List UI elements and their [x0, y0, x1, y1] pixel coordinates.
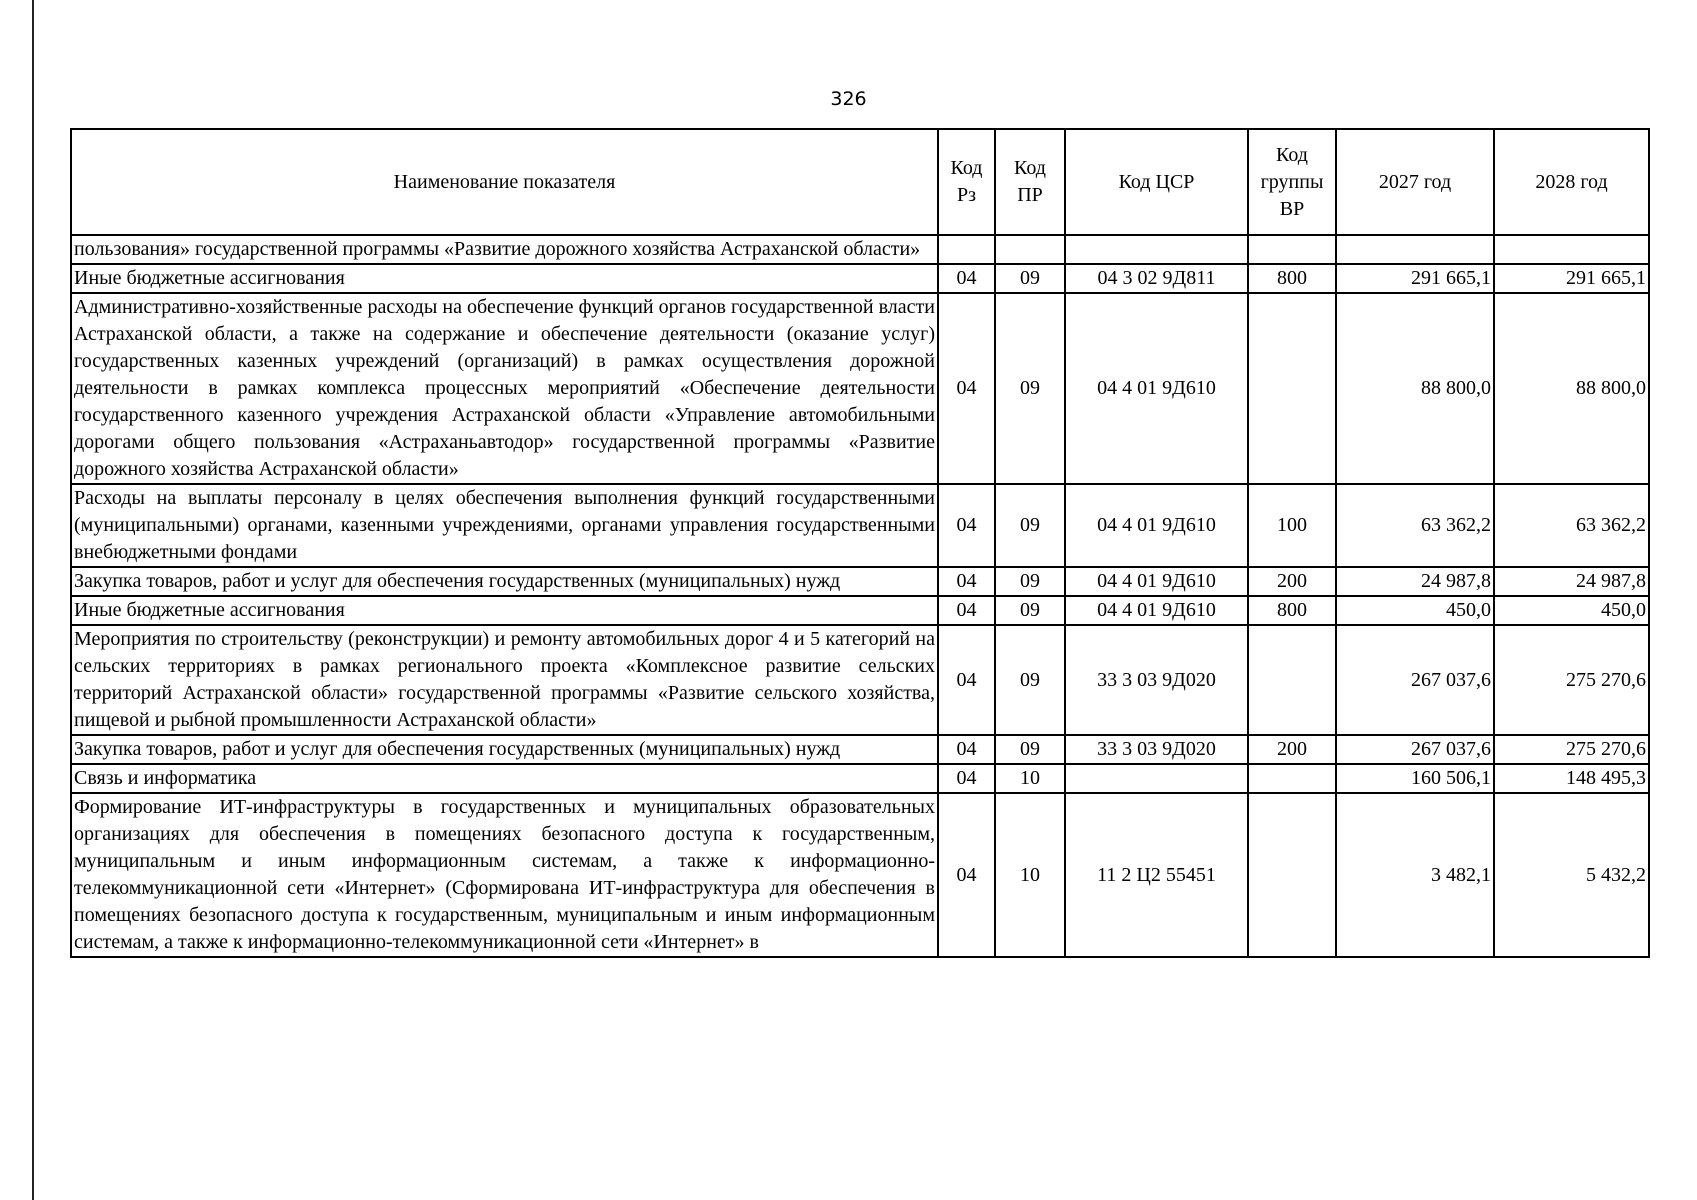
- cell-rz: 04: [938, 735, 995, 764]
- cell-csr: [1065, 764, 1248, 793]
- table-row: [71, 793, 1649, 957]
- cell-csr: 04 3 02 9Д811: [1065, 264, 1248, 293]
- table-row: [71, 484, 1649, 567]
- cell-csr: [1065, 235, 1248, 264]
- cell-rz: 04: [938, 625, 995, 735]
- cell-rz: 04: [938, 567, 995, 596]
- table-row: [71, 567, 1649, 596]
- cell-2028: 63 362,2: [1494, 484, 1649, 567]
- cell-2028: [1494, 235, 1649, 264]
- cell-2028: 275 270,6: [1494, 625, 1649, 735]
- cell-vr: 200: [1248, 735, 1336, 764]
- cell-name: Закупка товаров, работ и услуг для обеспечения государственных (муниципальных) нужд: [71, 567, 938, 596]
- cell-2027: 450,0: [1336, 596, 1494, 625]
- cell-csr: 04 4 01 9Д610: [1065, 484, 1248, 567]
- cell-vr: 200: [1248, 567, 1336, 596]
- cell-csr: 04 4 01 9Д610: [1065, 596, 1248, 625]
- cell-2027: 267 037,6: [1336, 625, 1494, 735]
- cell-name: Административно-хозяйственные расходы на обеспечение функций органов государственной власти Астраханской области, а также на содержание и обеспечение деятельности (оказание услуг) государственных казенных учреждений (организаций) в рамках осуществления дорожной деятельности в рамках комплекса процессных мероприятий «Обеспечение деятельности государственного казенного учреждения Астраханской области «Управление автомобильными дорогами общего пользования «Астраханьавтодор» государственной программы «Развитие дорожного хозяйства Астраханской области»: [71, 293, 938, 484]
- cell-vr: [1248, 764, 1336, 793]
- header-csr: Код ЦСР: [1065, 129, 1248, 235]
- cell-pr: 10: [995, 793, 1065, 957]
- cell-rz: 04: [938, 793, 995, 957]
- cell-2028: 24 987,8: [1494, 567, 1649, 596]
- table-row: [71, 235, 1649, 264]
- cell-rz: 04: [938, 764, 995, 793]
- cell-rz: 04: [938, 596, 995, 625]
- cell-csr: 04 4 01 9Д610: [1065, 293, 1248, 484]
- cell-2027: 88 800,0: [1336, 293, 1494, 484]
- cell-pr: 09: [995, 484, 1065, 567]
- cell-pr: 09: [995, 625, 1065, 735]
- header-2027: 2027 год: [1336, 129, 1494, 235]
- cell-name: Связь и информатика: [71, 764, 938, 793]
- table-row: [71, 264, 1649, 293]
- header-name: Наименование показателя: [71, 129, 938, 235]
- cell-pr: 09: [995, 293, 1065, 484]
- table-body: [71, 235, 1649, 957]
- cell-2027: 3 482,1: [1336, 793, 1494, 957]
- table-row: [71, 735, 1649, 764]
- cell-name: Иные бюджетные ассигнования: [71, 596, 938, 625]
- header-row: [71, 129, 1649, 235]
- cell-csr: 11 2 Ц2 55451: [1065, 793, 1248, 957]
- cell-vr: [1248, 235, 1336, 264]
- cell-rz: [938, 235, 995, 264]
- cell-2028: 450,0: [1494, 596, 1649, 625]
- cell-2027: [1336, 235, 1494, 264]
- table-header: [71, 129, 1649, 235]
- cell-csr: 33 3 03 9Д020: [1065, 625, 1248, 735]
- cell-pr: 09: [995, 735, 1065, 764]
- cell-2028: 88 800,0: [1494, 293, 1649, 484]
- table-row: [71, 596, 1649, 625]
- table-row: [71, 625, 1649, 735]
- cell-pr: 09: [995, 567, 1065, 596]
- cell-name: Формирование ИТ-инфраструктуры в государственных и муниципальных образовательных организациях для обеспечения в помещениях безопасного доступа к государственным, муниципальным и иным информационным системам, а также к информационно-телекоммуникационной сети «Интернет» (Сформирована ИТ-инфраструктура для обеспечения в помещениях безопасного доступа к государственным, муниципальным и иным информационным системам, а также к информационно-телекоммуникационной сети «Интернет» в: [71, 793, 938, 957]
- cell-rz: 04: [938, 293, 995, 484]
- cell-vr: [1248, 793, 1336, 957]
- cell-rz: 04: [938, 484, 995, 567]
- cell-name: Закупка товаров, работ и услуг для обеспечения государственных (муниципальных) нужд: [71, 735, 938, 764]
- cell-vr: 100: [1248, 484, 1336, 567]
- cell-csr: 33 3 03 9Д020: [1065, 735, 1248, 764]
- cell-2028: 291 665,1: [1494, 264, 1649, 293]
- cell-2028: 5 432,2: [1494, 793, 1649, 957]
- cell-name: Расходы на выплаты персоналу в целях обеспечения выполнения функций государственными (муниципальными) органами, казенными учреждениями, органами управления государственными внебюджетными фондами: [71, 484, 938, 567]
- page-margin-rule: [32, 0, 34, 1200]
- cell-name: Мероприятия по строительству (реконструкции) и ремонту автомобильных дорог 4 и 5 категорий на сельских территориях в рамках регионального проекта «Комплексное развитие сельских территорий Астраханской области» государственной программы «Развитие сельского хозяйства, пищевой и рыбной промышленности Астраханской области»: [71, 625, 938, 735]
- cell-vr: 800: [1248, 596, 1336, 625]
- cell-2027: 291 665,1: [1336, 264, 1494, 293]
- header-pr: Код ПР: [995, 129, 1065, 235]
- table-row: [71, 764, 1649, 793]
- budget-table: [70, 128, 1650, 958]
- header-rz: Код Рз: [938, 129, 995, 235]
- cell-pr: [995, 235, 1065, 264]
- header-vr: Код группы ВР: [1248, 129, 1336, 235]
- cell-vr: [1248, 293, 1336, 484]
- cell-name: Иные бюджетные ассигнования: [71, 264, 938, 293]
- cell-2027: 24 987,8: [1336, 567, 1494, 596]
- cell-2027: 63 362,2: [1336, 484, 1494, 567]
- cell-vr: [1248, 625, 1336, 735]
- cell-pr: 10: [995, 764, 1065, 793]
- cell-2028: 275 270,6: [1494, 735, 1649, 764]
- table-row: [71, 293, 1649, 484]
- cell-pr: 09: [995, 596, 1065, 625]
- cell-2027: 267 037,6: [1336, 735, 1494, 764]
- header-2028: 2028 год: [1494, 129, 1649, 235]
- cell-2027: 160 506,1: [1336, 764, 1494, 793]
- page-number: 326: [830, 88, 867, 110]
- cell-name: пользования» государственной программы «Развитие дорожного хозяйства Астраханской области»: [71, 235, 938, 264]
- cell-2028: 148 495,3: [1494, 764, 1649, 793]
- cell-csr: 04 4 01 9Д610: [1065, 567, 1248, 596]
- cell-vr: 800: [1248, 264, 1336, 293]
- cell-rz: 04: [938, 264, 995, 293]
- cell-pr: 09: [995, 264, 1065, 293]
